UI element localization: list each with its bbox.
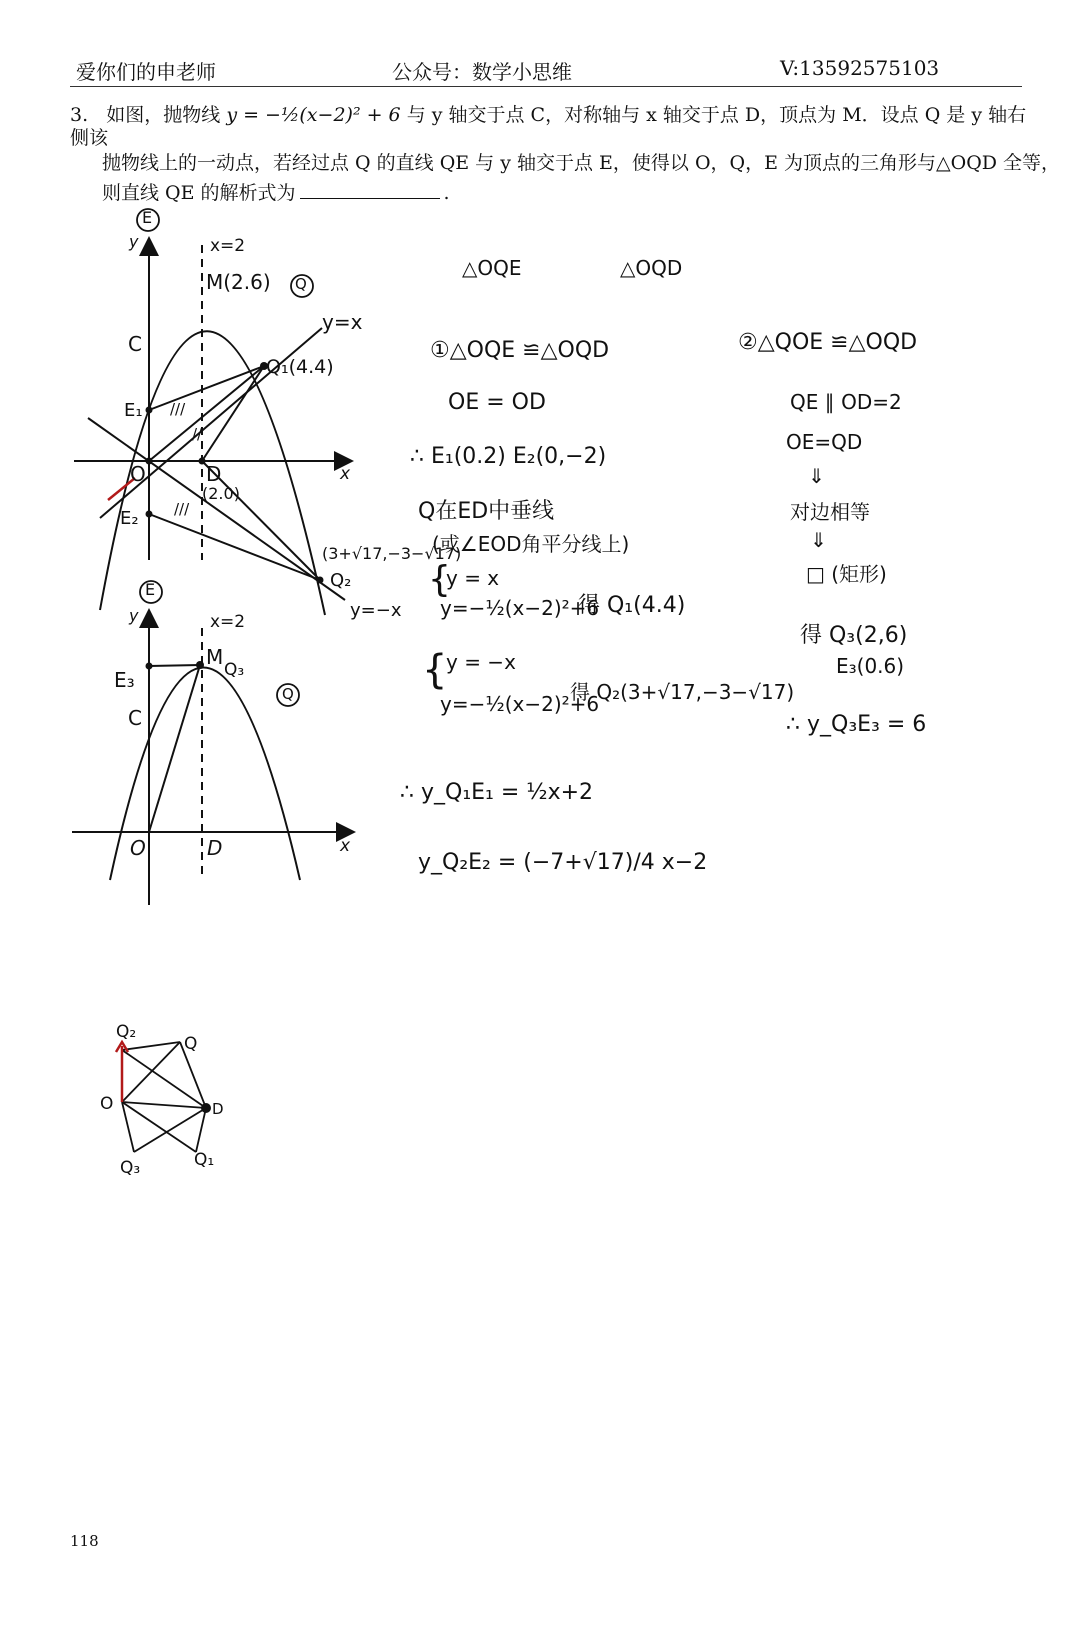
note-case2-oe-qd: OE=QD: [786, 430, 863, 454]
problem-question: 则直线 QE 的解析式为: [102, 182, 296, 204]
note-case1-e-points: ∴ E₁(0.2) E₂(0,−2): [410, 444, 607, 469]
graph1-line-o-q1: [149, 366, 264, 461]
note-result-line2: y_Q₂E₂ = (−7+√17)/4 x−2: [418, 850, 708, 875]
problem-text-b: 与 y 轴交于点 C，对称轴与 x 轴交于点 D，顶点为 M．设点 Q 是 y 轴右侧该: [70, 104, 1027, 149]
graph1-d-label: D: [206, 462, 222, 486]
graph1-x2-label: x=2: [210, 236, 246, 256]
sketch-point-d: [201, 1103, 211, 1113]
graph1-tick-3: ///: [174, 500, 190, 518]
graph2-m-label: M: [206, 645, 224, 669]
note-case1-oe-od: OE = OD: [448, 390, 546, 415]
header-right: V:13592575103: [780, 56, 940, 80]
note-case2-parallel: QE ∥ OD=2: [790, 390, 902, 414]
graph2-q-circle-label: Q: [282, 685, 294, 703]
note-triangle-oqd: △OQD: [620, 256, 683, 280]
note-system1-eq1: y = x: [446, 566, 500, 590]
graph1-e2-label: E₂: [120, 508, 139, 529]
sketch-q-label: Q: [184, 1034, 198, 1054]
note-brace-1: {: [428, 559, 451, 600]
header-left: 爱你们的申老师: [76, 60, 216, 84]
note-brace-2: {: [422, 647, 448, 693]
note-case2-result: ∴ y_Q₃E₃ = 6: [786, 712, 927, 737]
graph1-q1-label: Q₁(4.4): [266, 356, 334, 378]
graph1-x-label: x: [340, 464, 351, 484]
note-system1-result: 得 Q₁(4.4): [578, 593, 686, 618]
problem-text-a: 如图，抛物线: [106, 104, 221, 126]
graph2-e3-label: E₃: [114, 668, 135, 692]
graph1-q2-coord-label: (3+√17,−3−√17): [322, 544, 462, 563]
graph1-tick-2: //: [192, 425, 203, 443]
graph1-line-e2-q2: [149, 514, 320, 580]
note-case2-arrow-1: ⇓: [808, 464, 825, 488]
graph1-yx-label: y=x: [322, 310, 363, 334]
note-system2-result: 得 Q₂(3+√17,−3−√17): [570, 680, 795, 704]
page-number: 118: [70, 1532, 99, 1550]
note-case2-e3: E₃(0.6): [836, 654, 905, 678]
note-case2-rectangle: □ (矩形): [806, 562, 887, 586]
graph1-e-circle-label: E: [142, 208, 153, 227]
problem-number: 3.: [70, 104, 89, 126]
graph2-x2-label: x=2: [210, 612, 246, 632]
problem-line-2: 抛物线上的一动点，若经过点 Q 的直线 QE 与 y 轴交于点 E，使得以 O，Q，E 为顶点的三角形与△OQD 全等，: [102, 152, 1061, 174]
graph1-c-label: C: [128, 332, 142, 356]
sketch-o-label: O: [100, 1094, 114, 1114]
note-case1-perp-bisector: Q在ED中垂线: [418, 499, 555, 524]
graph-1: [74, 240, 350, 615]
graph1-o-label: O: [130, 462, 146, 486]
graph2-x-label: x: [340, 836, 351, 856]
note-triangle-oqe: △OQE: [462, 256, 522, 280]
note-system1-eq2: y=−½(x−2)²+6: [440, 596, 600, 620]
sketch-d-label: D: [212, 1100, 224, 1118]
graph2-d-label: D: [207, 836, 223, 860]
sketch-q1-label: Q₁: [194, 1150, 215, 1170]
graph1-e1-label: E₁: [124, 400, 143, 421]
graph1-m-label: M(2.6): [206, 270, 271, 294]
sketch-q2-label: Q₂: [116, 1022, 137, 1042]
graph1-line-e1-q1: [149, 366, 264, 410]
graph2-c-label: C: [128, 706, 142, 730]
bottom-sketch: [122, 1042, 206, 1152]
note-case1-angle-bisector: (或∠EOD角平分线上): [432, 532, 630, 556]
graph1-points: [146, 362, 324, 584]
graph2-e-circle-label: E: [145, 580, 156, 599]
problem-period: .: [443, 182, 450, 204]
graph1-ynx-label: y=−x: [350, 600, 402, 621]
graph2-y-label: y: [129, 606, 139, 625]
note-system2-eq2: y=−½(x−2)²+6: [440, 692, 600, 716]
graph1-d-coord-label: (2.0): [202, 484, 240, 503]
graph1-line-d-q1: [202, 366, 264, 461]
graph2-line-e3-m: [149, 665, 200, 666]
note-system2-eq1: y = −x: [446, 650, 516, 674]
graph2-q3-label: Q₃: [224, 660, 245, 680]
graph1-tick-1: ///: [170, 400, 186, 418]
graph1-q2-label: Q₂: [330, 570, 352, 591]
note-case2-opposite-sides: 对边相等: [790, 500, 870, 524]
note-case2-q3: 得 Q₃(2,6): [800, 623, 908, 648]
note-case2-arrow-2: ⇓: [810, 528, 827, 552]
note-case1-title: ①△OQE ≌△OQD: [430, 338, 610, 363]
note-case2-title: ②△QOE ≌△OQD: [738, 330, 918, 355]
sketch-q3-label: Q₃: [120, 1158, 141, 1178]
graph1-q-circle-label: Q: [295, 275, 307, 293]
graph1-y-label: y: [129, 232, 139, 251]
note-result-line1: ∴ y_Q₁E₁ = ½x+2: [400, 780, 594, 805]
problem-formula: y = −½(x−2)² + 6: [226, 104, 401, 126]
graph2-line-o-m: [149, 665, 200, 832]
graph2-o-label: O: [130, 836, 146, 860]
header-center: 公众号：数学小思维: [392, 60, 572, 84]
